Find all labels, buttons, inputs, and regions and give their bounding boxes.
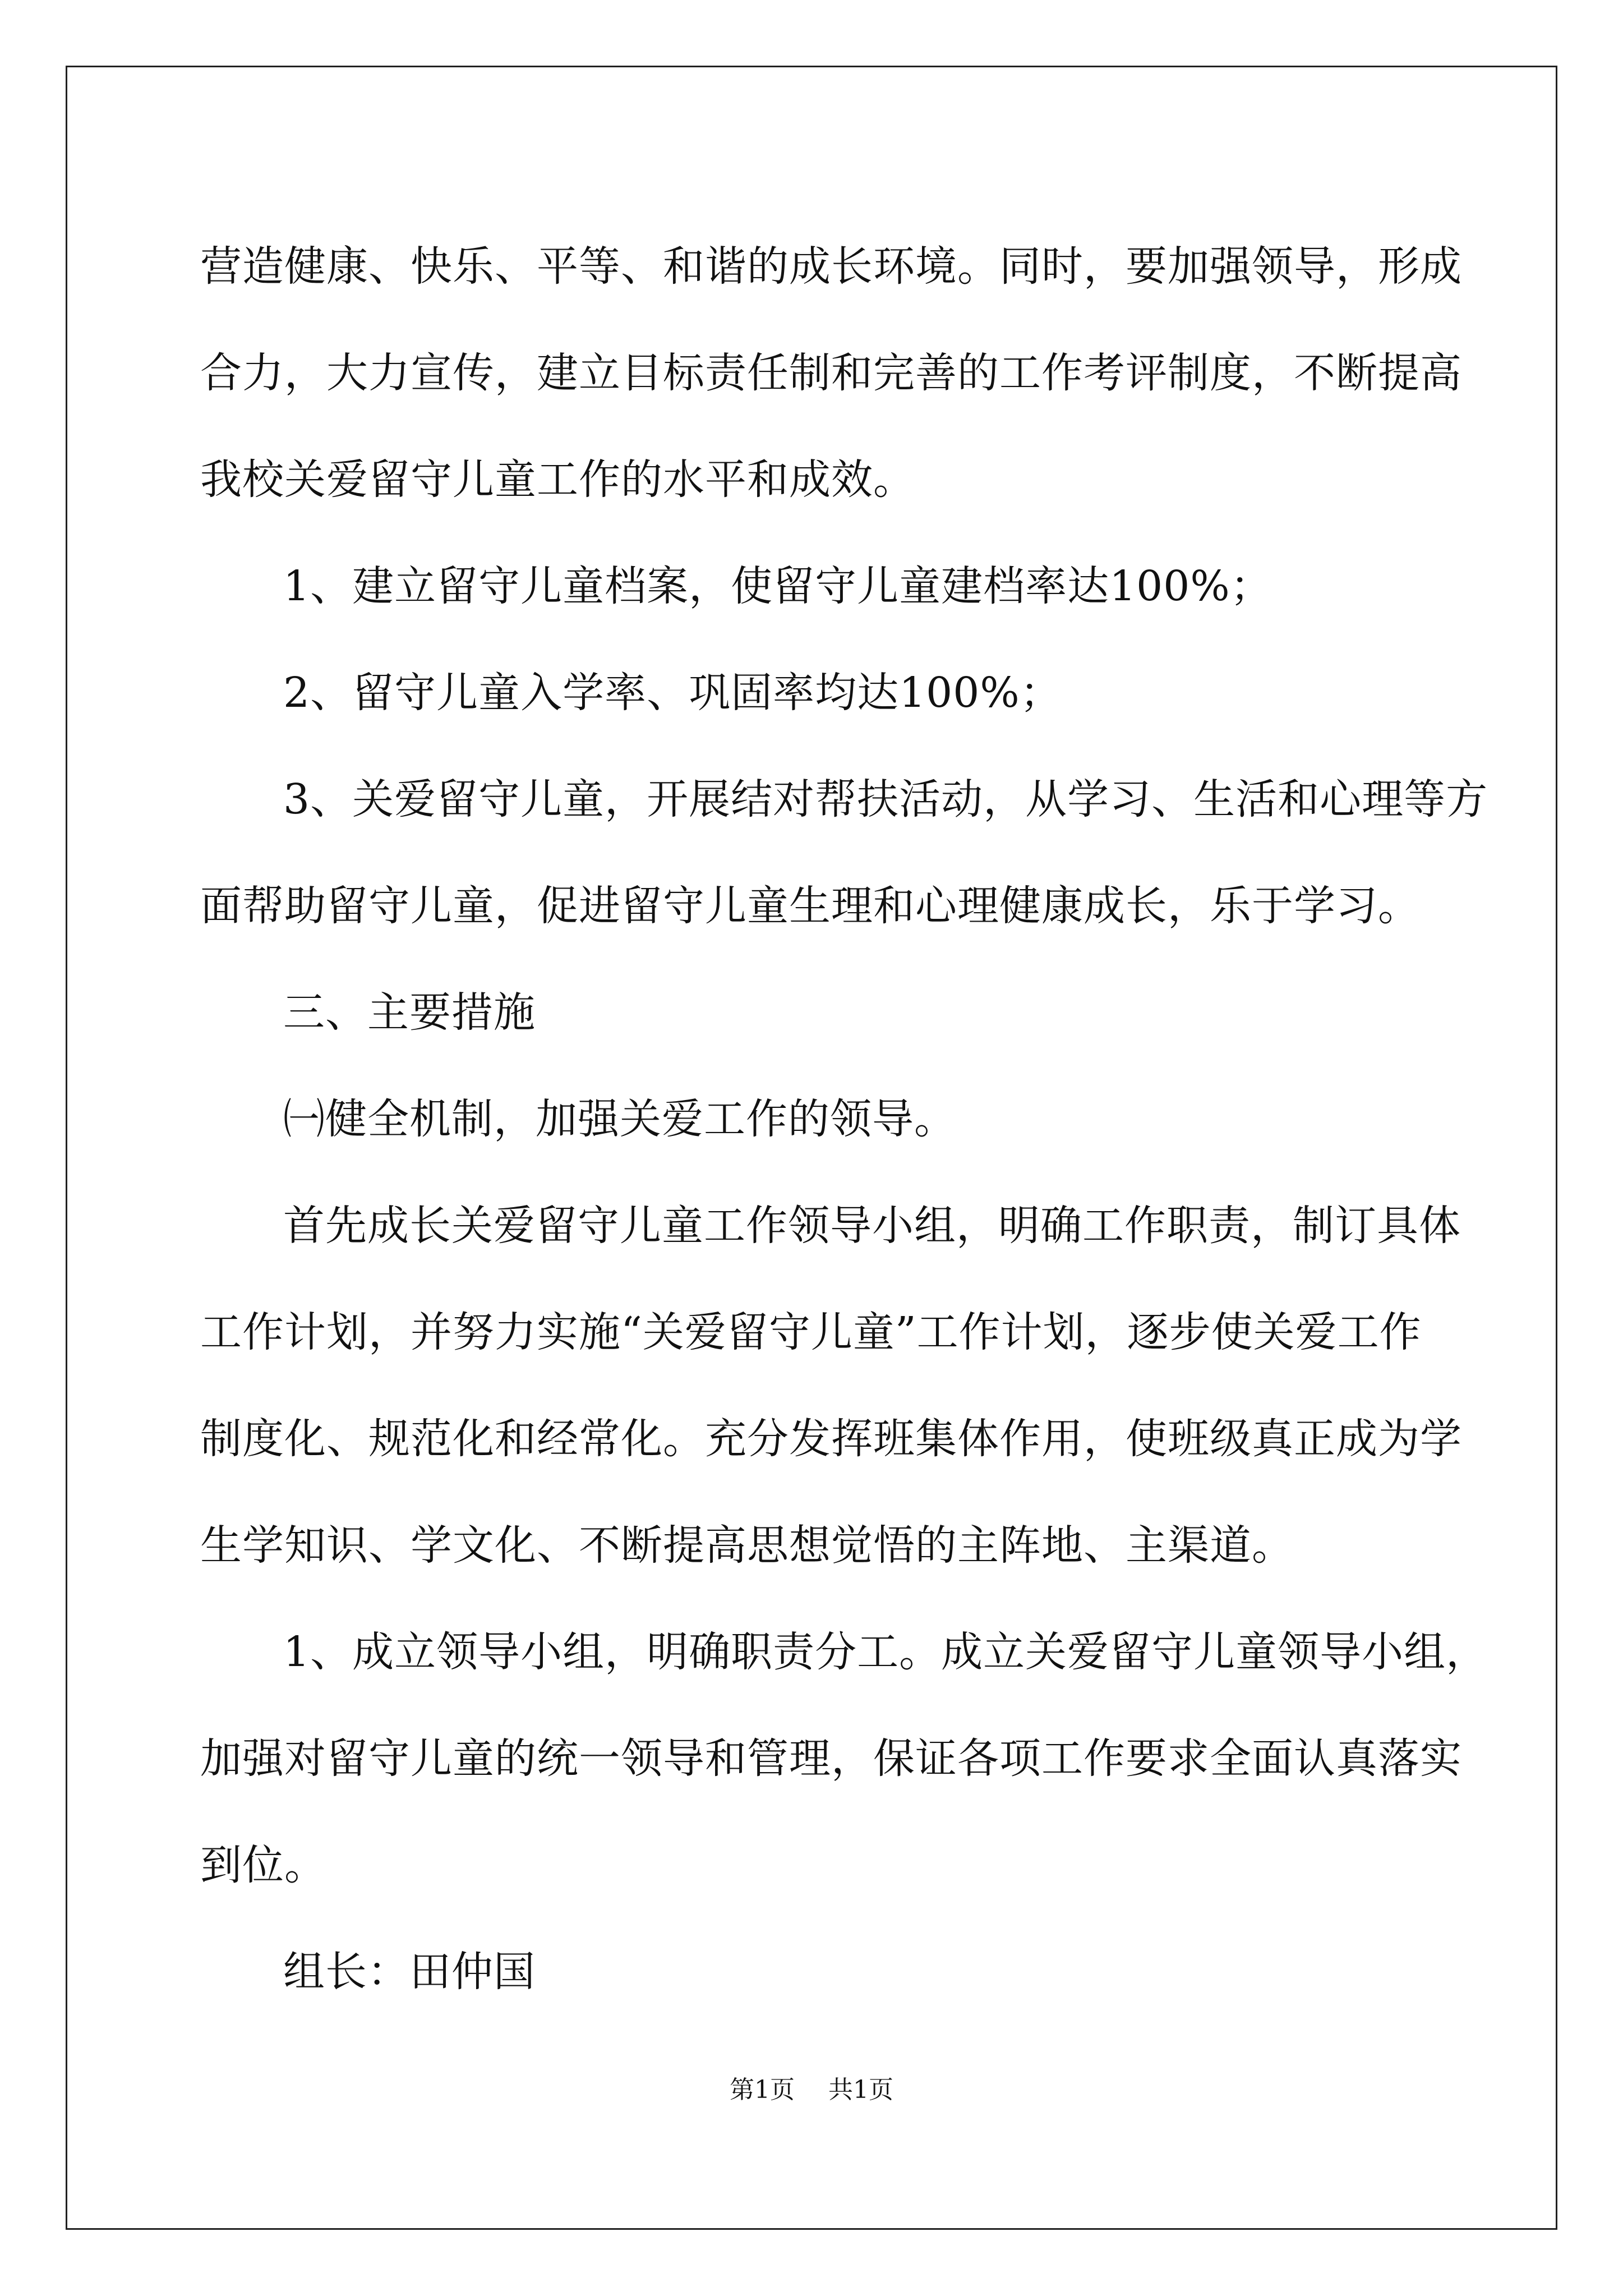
text-line: 加强对留守儿童的统一领导和管理，保证各项工作要求全面认真落实 <box>200 1734 1462 1783</box>
text-line: 制度化、规范化和经常化。充分发挥班集体作用，使班级真正成为学 <box>200 1415 1462 1463</box>
list-item: 3、关爱留守儿童，开展结对帮扶活动，从学习、生活和心理等方 <box>283 775 1488 823</box>
text-line: 生学知识、学文化、不断提高思想觉悟的主阵地、主渠道。 <box>200 1521 1294 1570</box>
section-heading: 三、主要措施 <box>283 988 536 1037</box>
text-line: 合力，大力宣传，建立目标责任制和完善的工作考评制度，不断提高 <box>200 349 1462 397</box>
list-item: 1、成立领导小组，明确职责分工。成立关爱留守儿童领导小组， <box>283 1628 1488 1676</box>
list-item: 2、留守儿童入学率、巩固率均达100%； <box>283 669 1062 717</box>
text-line: 首先成长关爱留守儿童工作领导小组，明确工作职责，制订具体 <box>283 1202 1461 1250</box>
text-line: 工作计划，并努力实施“关爱留守儿童”工作计划，逐步使关爱工作 <box>200 1308 1422 1356</box>
text-line: 到位。 <box>200 1841 326 1889</box>
page-footer <box>0 2073 1623 2107</box>
page-number: 第1页 <box>730 2076 795 2104</box>
subsection-heading: ㈠健全机制，加强关爱工作的领导。 <box>283 1095 956 1143</box>
text-line: 面帮助留守儿童，促进留守儿童生理和心理健康成长，乐于学习。 <box>200 882 1420 930</box>
page-total: 共1页 <box>828 2076 893 2104</box>
group-leader-line: 组长：田仲国 <box>283 1948 536 1996</box>
list-item: 1、建立留守儿童档案，使留守儿童建档率达100%； <box>283 562 1272 610</box>
text-line: 营造健康、快乐、平等、和谐的成长环境。同时，要加强领导，形成 <box>200 242 1462 291</box>
document-body <box>200 213 1488 2025</box>
text-line: 我校关爱留守儿童工作的水平和成效。 <box>200 455 915 504</box>
